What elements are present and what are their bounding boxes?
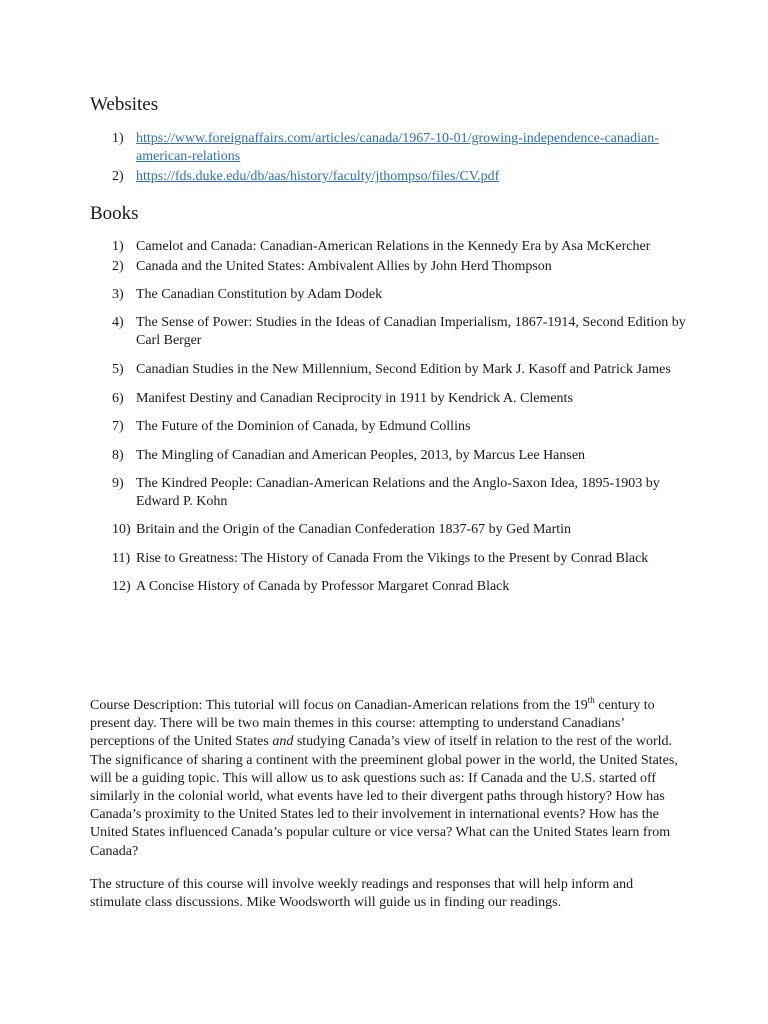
book-title: The Sense of Power: Studies in the Ideas of Canadian Imperialism, 1867-1914, Second Edition by Carl Berger [136,315,686,348]
list-number: 11) [112,551,131,566]
book-title: The Mingling of Canadian and American Peoples, 2013, by Marcus Lee Hansen [136,448,586,463]
list-item [90,168,690,186]
book-title: Camelot and Canada: Canadian-American Relations in the Kennedy Era by Asa McKercher [136,239,651,254]
list-item [90,578,690,596]
list-number: 2) [112,259,124,274]
website-link-duke-cv[interactable]: https://fds.duke.edu/db/aas/history/faculty/jthompso/files/CV.pdf [136,169,500,184]
list-number: 12) [112,579,131,594]
books-heading: Books [90,203,139,224]
websites-heading: Websites [90,94,159,115]
book-title: The Kindred People: Canadian-American Relations and the Anglo-Saxon Idea, 1895-1903 by Edward P. Kohn [136,476,660,509]
ordinal-superscript: th [587,695,595,705]
book-title: Canadian Studies in the New Millennium, Second Edition by Mark J. Kasoff and Patrick James [136,362,671,377]
course-description-part1: Course Description: This tutorial will focus on Canadian-American relations from the 19 [90,698,588,713]
list-item [90,475,690,511]
list-item [90,314,690,350]
course-description [90,697,685,861]
list-item [90,521,690,539]
list-item [90,130,690,166]
list-item [90,447,690,465]
website-link-foreign-affairs[interactable]: https://www.foreignaffairs.com/articles/canada/1967-10-01/growing-independence-canadian-american-relations [136,131,659,164]
list-number: 1) [112,239,124,254]
list-number: 2) [112,169,124,184]
list-item [90,550,690,568]
book-title: A Concise History of Canada by Professor Margaret Conrad Black [136,579,510,594]
course-description-emphasis: and [272,734,294,750]
book-title: The Future of the Dominion of Canada, by Edmund Collins [136,419,471,434]
course-description-part2: century to present day. There will be two main themes in this course: attempting to understand Canadians’ perceptions of the United States [90,698,655,750]
course-description-part3: studying Canada’s view of itself in relation to the rest of the world. The significance of sharing a continent with the preeminent global power in the world, the United States, will be a guiding topic. This will allow us to ask questions such as: If Canada and the U.S. started off similarly in the colonial world, what events have led to their divergent paths through history? How has Canada’s proximity to the United States led to their involvement in international events? How has the United States influenced Canada’s popular culture or vice versa? What can the United States learn from Canada? [90,734,678,859]
list-number: 5) [112,362,124,377]
list-item [90,361,690,379]
list-item [90,238,690,256]
book-title: Canada and the United States: Ambivalent Allies by John Herd Thompson [136,259,552,274]
list-number: 9) [112,476,124,491]
list-number: 6) [112,391,124,406]
list-number: 8) [112,448,124,463]
book-title: Manifest Destiny and Canadian Reciprocity in 1911 by Kendrick A. Clements [136,391,573,406]
course-structure: The structure of this course will involve weekly readings and responses that will help inform and stimulate class discussions. Mike Woodsworth will guide us in finding our readings. [90,877,634,911]
list-number: 4) [112,315,124,330]
websites-list [90,130,690,186]
list-number: 7) [112,419,124,434]
book-title: Britain and the Origin of the Canadian Confederation 1837-67 by Ged Martin [136,522,572,537]
list-item [90,258,690,276]
book-title: The Canadian Constitution by Adam Dodek [136,287,383,302]
list-number: 10) [112,522,131,537]
book-title: Rise to Greatness: The History of Canada From the Vikings to the Present by Conrad Black [136,551,649,566]
list-item [90,390,690,408]
list-number: 1) [112,131,124,146]
list-item [90,418,690,436]
books-list [90,238,690,596]
list-item [90,286,690,304]
list-number: 3) [112,287,124,302]
